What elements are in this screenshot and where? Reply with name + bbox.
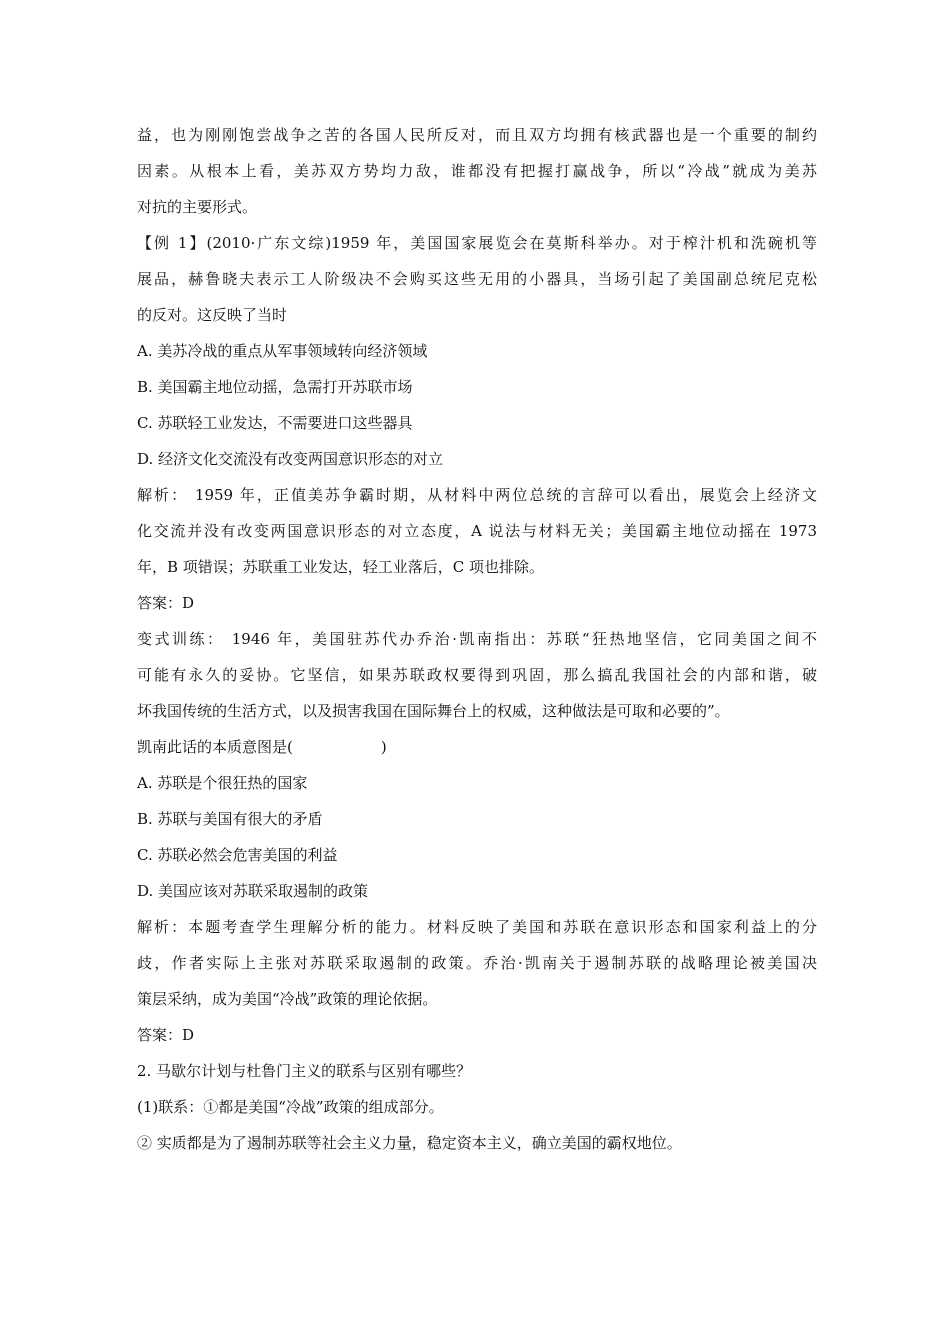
variant-question-line: 变式训练： 1946 年，美国驻苏代办乔治·凯南指出：苏联“狂热地坚信，它同美国之间不	[137, 630, 817, 648]
option-b: B. 苏联与美国有很大的矛盾	[137, 810, 323, 828]
example-question-line: 【例 1】(2010·广东文综)1959 年，美国国家展览会在莫斯科举办。对于榨汁机和洗碗机等	[137, 234, 817, 252]
analysis-line: 解析： 1959 年，正值美苏争霸时期，从材料中两位总统的言辞可以看出，展览会上经济文	[137, 486, 817, 504]
variant-prompt	[137, 729, 817, 765]
analysis-line: 策层采纳，成为美国“冷战”政策的理论依据。	[137, 990, 438, 1008]
answer-line: 答案：D	[137, 594, 195, 612]
variant-question-line: 坏我国传统的生活方式，以及损害我国在国际舞台上的权威，这种做法是可取和必要的”。	[137, 702, 730, 720]
intro-line: 对抗的主要形式。	[137, 198, 258, 216]
analysis-line: 化交流并没有改变两国意识形态的对立态度，A 说法与材料无关；美国霸主地位动摇在 1973	[137, 522, 817, 540]
intro-line: 益，也为刚刚饱尝战争之苦的各国人民所反对，而且双方均拥有核武器也是一个重要的制约	[137, 126, 817, 144]
option-c: C. 苏联轻工业发达，不需要进口这些器具	[137, 414, 413, 432]
example-question-line: 展品，赫鲁晓夫表示工人阶级决不会购买这些无用的小器具，当场引起了美国副总统尼克松	[137, 270, 817, 288]
intro-line: 因素。从根本上看，美苏双方势均力敌，谁都没有把握打赢战争，所以“冷战”就成为美苏	[137, 162, 817, 180]
option-c: C. 苏联必然会危害美国的利益	[137, 846, 338, 864]
variant-question-line: 可能有永久的妥协。它坚信，如果苏联政权要得到巩固，那么搞乱我国社会的内部和谐，破	[137, 666, 817, 684]
question-2-title: 2. 马歇尔计划与杜鲁门主义的联系与区别有哪些？	[137, 1062, 472, 1080]
option-a: A. 美苏冷战的重点从军事领域转向经济领域	[137, 342, 428, 360]
analysis-line: 年，B 项错误；苏联重工业发达，轻工业落后，C 项也排除。	[137, 558, 545, 576]
answer-line: 答案：D	[137, 1026, 195, 1044]
analysis-line: 解析：本题考查学生理解分析的能力。材料反映了美国和苏联在意识形态和国家利益上的分	[137, 918, 817, 936]
prompt-close: )	[380, 738, 387, 756]
prompt-text: 凯南此话的本质意图是(	[137, 738, 293, 756]
analysis-line: 歧，作者实际上主张对苏联采取遏制的政策。乔治·凯南关于遏制苏联的战略理论被美国决	[137, 954, 817, 972]
option-a: A. 苏联是个很狂热的国家	[137, 774, 308, 792]
question-2-point-2: ② 实质都是为了遏制苏联等社会主义力量，稳定资本主义，确立美国的霸权地位。	[137, 1134, 682, 1152]
document-page	[137, 117, 817, 1161]
option-d: D. 经济文化交流没有改变两国意识形态的对立	[137, 450, 444, 468]
example-question-line: 的反对。这反映了当时	[137, 306, 288, 324]
option-b: B. 美国霸主地位动摇，急需打开苏联市场	[137, 378, 413, 396]
option-d: D. 美国应该对苏联采取遏制的政策	[137, 882, 369, 900]
question-2-point-1: (1)联系：①都是美国“冷战”政策的组成部分。	[137, 1098, 444, 1116]
